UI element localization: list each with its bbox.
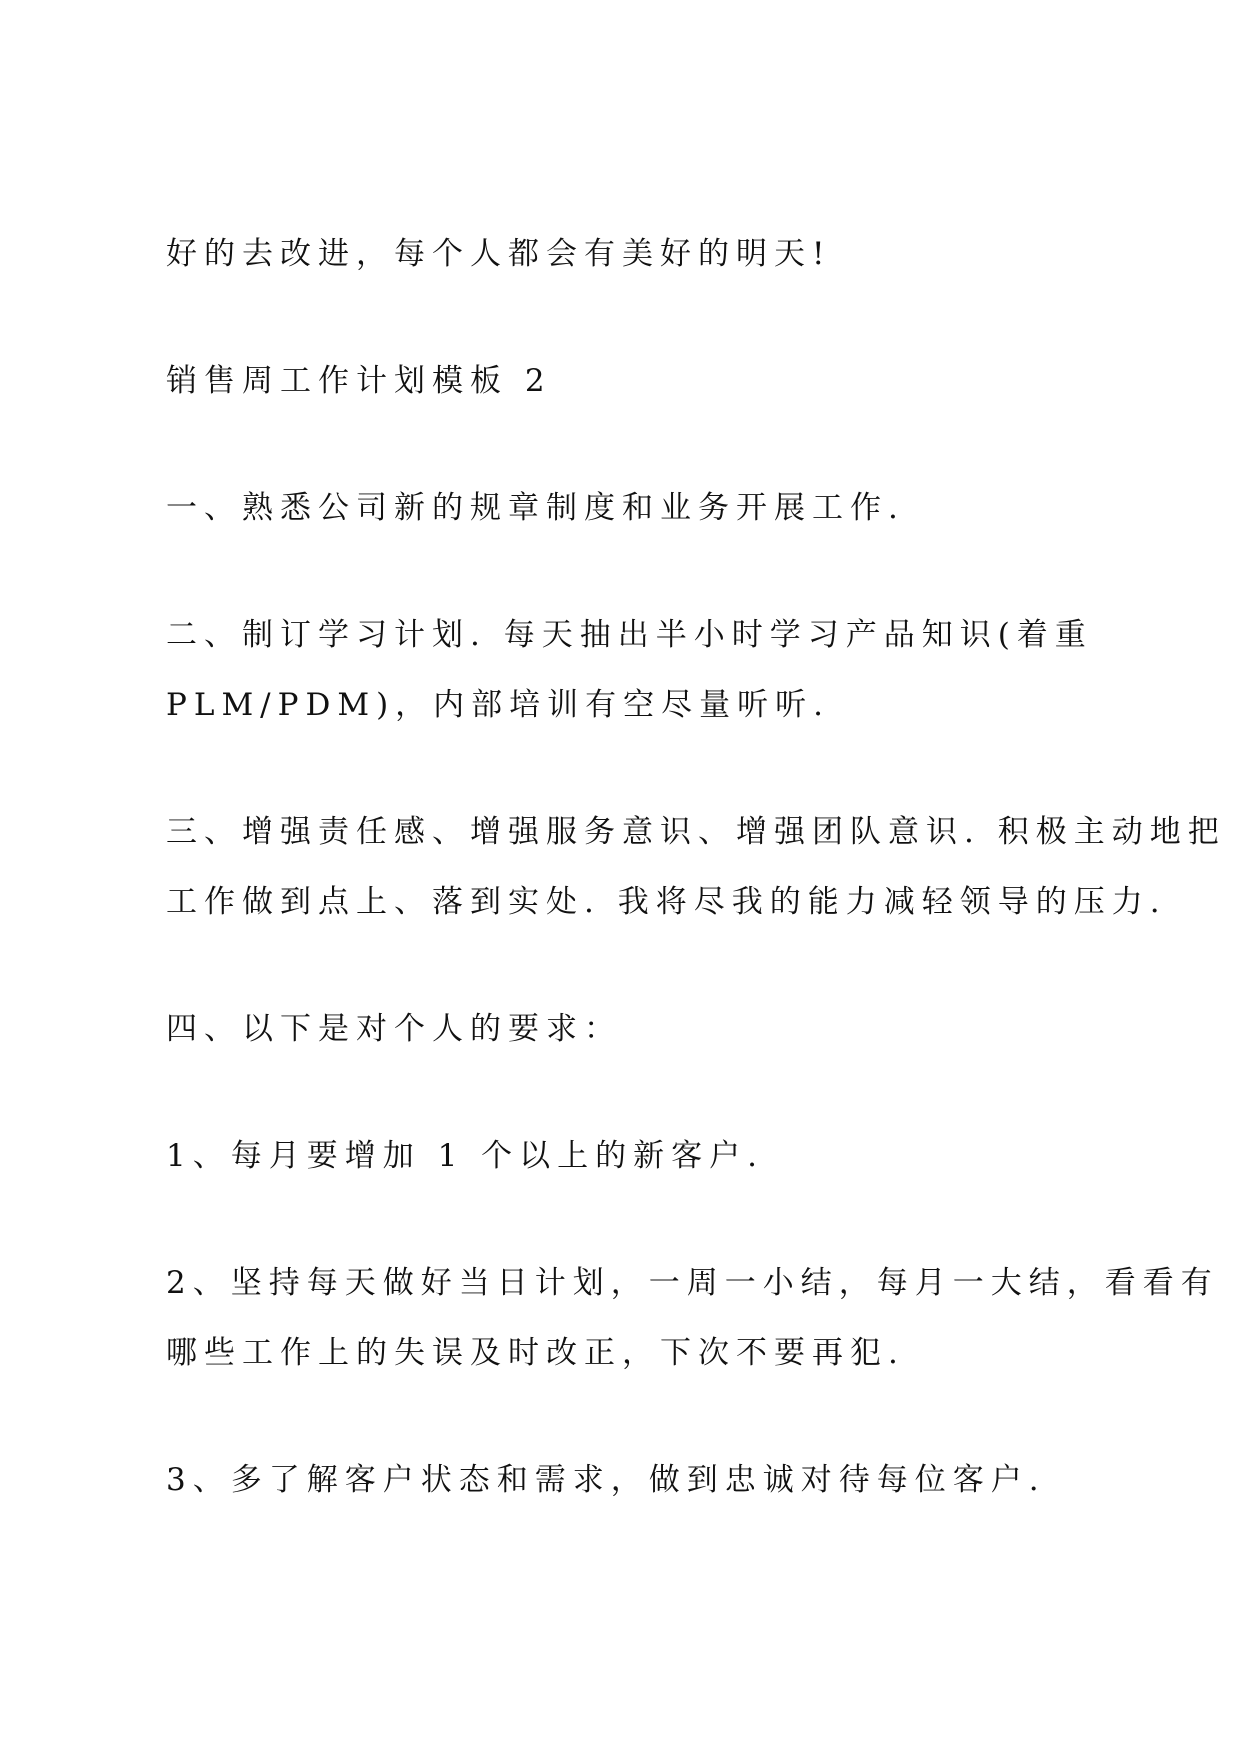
requirement-1-text: 1、每月要增加 1 个以上的新客户. <box>166 1138 765 1174</box>
item-3-line-2: 工作做到点上、落到实处. 我将尽我的能力减轻领导的压力. <box>166 884 1167 920</box>
item-4-text: 四、以下是对个人的要求： <box>166 1011 622 1047</box>
item-2-line-2: PLM/PDM)，内部培训有空尽量听听. <box>166 687 831 723</box>
item-3-line-1: 三、增强责任感、增强服务意识、增强团队意识. 积极主动地把 <box>166 814 1226 850</box>
requirement-3-text: 3、多了解客户状态和需求，做到忠诚对待每位客户. <box>166 1462 1046 1498</box>
item-1-text: 一、熟悉公司新的规章制度和业务开展工作. <box>166 490 905 526</box>
continuation-text: 好的去改进，每个人都会有美好的明天! <box>166 236 832 272</box>
requirement-2-line-2: 哪些工作上的失误及时改正，下次不要再犯. <box>166 1335 905 1371</box>
section-heading: 销售周工作计划模板 2 <box>166 363 552 399</box>
item-2-line-1: 二、制订学习计划. 每天抽出半小时学习产品知识(着重 <box>166 617 1093 653</box>
requirement-2-line-1: 2、坚持每天做好当日计划，一周一小结，每月一大结，看看有 <box>166 1265 1219 1301</box>
